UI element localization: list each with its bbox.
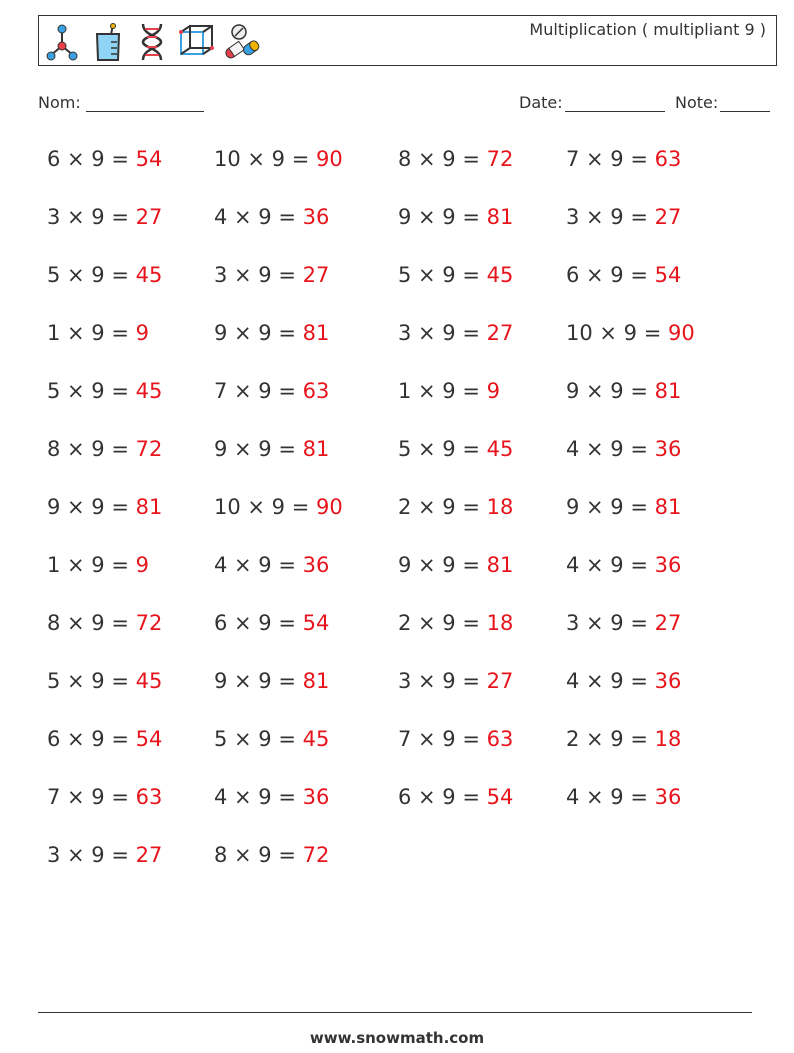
problem-answer: 81 (302, 321, 330, 345)
problem-answer: 81 (486, 553, 514, 577)
problem-item (47, 379, 162, 403)
problem-item (47, 843, 162, 867)
problem-answer: 27 (302, 263, 330, 287)
problem-item (398, 727, 513, 751)
problem-item (398, 611, 513, 635)
problem-answer: 81 (654, 495, 682, 519)
problem-answer: 81 (302, 437, 330, 461)
problem-item (398, 437, 513, 461)
problem-question: 9 × 9 = (566, 495, 655, 519)
problem-question: 3 × 9 = (214, 263, 303, 287)
problem-question: 10 × 9 = (214, 147, 316, 171)
problem-item (214, 437, 329, 461)
molecule-icon (43, 22, 81, 62)
problem-question: 1 × 9 = (47, 321, 136, 345)
beaker-icon (89, 22, 127, 62)
problem-question: 9 × 9 = (398, 205, 487, 229)
problem-answer: 81 (486, 205, 514, 229)
problem-item (214, 785, 329, 809)
problem-question: 7 × 9 = (214, 379, 303, 403)
problem-item (566, 727, 681, 751)
problem-answer: 45 (135, 379, 163, 403)
problem-item (566, 785, 681, 809)
page-title: Multiplication ( multipliant 9 ) (529, 20, 766, 39)
problem-question: 1 × 9 = (47, 553, 136, 577)
problem-item (214, 205, 329, 229)
problem-answer: 81 (654, 379, 682, 403)
problem-question: 5 × 9 = (214, 727, 303, 751)
problem-answer: 27 (654, 205, 682, 229)
problem-item (214, 495, 343, 519)
problem-item (47, 205, 162, 229)
problem-item (398, 785, 513, 809)
problem-answer: 72 (135, 437, 163, 461)
problem-answer: 36 (654, 553, 682, 577)
problem-item (214, 379, 329, 403)
problem-answer: 45 (302, 727, 330, 751)
problem-item (566, 611, 681, 635)
problem-answer: 9 (135, 553, 149, 577)
problem-answer: 18 (486, 495, 514, 519)
problem-question: 2 × 9 = (566, 727, 655, 751)
problem-answer: 27 (135, 205, 163, 229)
problem-answer: 18 (654, 727, 682, 751)
problem-item (47, 785, 162, 809)
problem-answer: 90 (315, 147, 343, 171)
problem-answer: 90 (667, 321, 695, 345)
problem-answer: 72 (486, 147, 514, 171)
dna-icon (133, 22, 171, 62)
problem-item (398, 553, 513, 577)
problem-question: 2 × 9 = (398, 495, 487, 519)
problem-question: 3 × 9 = (47, 843, 136, 867)
problem-answer: 18 (486, 611, 514, 635)
problem-answer: 90 (315, 495, 343, 519)
problem-item (566, 437, 681, 461)
problem-item (398, 669, 513, 693)
problem-question: 10 × 9 = (566, 321, 668, 345)
header-box (38, 15, 777, 66)
problem-answer: 27 (654, 611, 682, 635)
problem-item (566, 263, 681, 287)
problem-item (47, 263, 162, 287)
problem-item (47, 611, 162, 635)
problem-item (398, 263, 513, 287)
problem-item (566, 553, 681, 577)
problem-question: 6 × 9 = (566, 263, 655, 287)
cube-icon (178, 22, 216, 62)
problem-item (214, 553, 329, 577)
problem-item (47, 147, 162, 171)
note-label: Note: (675, 93, 719, 112)
problem-answer: 36 (654, 785, 682, 809)
problem-question: 6 × 9 = (47, 147, 136, 171)
problem-question: 7 × 9 = (566, 147, 655, 171)
problem-item (47, 495, 162, 519)
problem-question: 9 × 9 = (214, 669, 303, 693)
problem-item (47, 553, 149, 577)
problem-item (398, 495, 513, 519)
problem-question: 3 × 9 = (47, 205, 136, 229)
problem-answer: 81 (135, 495, 163, 519)
problem-item (398, 321, 513, 345)
problem-answer: 72 (135, 611, 163, 635)
problem-answer: 72 (302, 843, 330, 867)
problem-question: 7 × 9 = (47, 785, 136, 809)
problem-item (566, 379, 681, 403)
name-blank[interactable] (86, 111, 204, 112)
date-label: Date: (519, 93, 563, 112)
problem-answer: 45 (486, 263, 514, 287)
problem-answer: 9 (486, 379, 500, 403)
problem-item (566, 147, 681, 171)
problem-item (214, 843, 329, 867)
problem-question: 1 × 9 = (398, 379, 487, 403)
problem-question: 10 × 9 = (214, 495, 316, 519)
problem-item (47, 669, 162, 693)
problem-answer: 54 (135, 727, 163, 751)
problem-item (398, 205, 513, 229)
problem-question: 6 × 9 = (398, 785, 487, 809)
problem-answer: 63 (302, 379, 330, 403)
problem-answer: 36 (654, 437, 682, 461)
problem-question: 5 × 9 = (47, 379, 136, 403)
problem-answer: 45 (486, 437, 514, 461)
problem-answer: 45 (135, 669, 163, 693)
date-blank[interactable] (565, 111, 665, 112)
problem-question: 5 × 9 = (398, 263, 487, 287)
problem-answer: 27 (135, 843, 163, 867)
problem-question: 4 × 9 = (566, 785, 655, 809)
problem-item (214, 147, 343, 171)
problem-question: 8 × 9 = (398, 147, 487, 171)
problem-question: 4 × 9 = (566, 669, 655, 693)
problem-item (566, 669, 681, 693)
problem-question: 7 × 9 = (398, 727, 487, 751)
problem-item (566, 495, 681, 519)
problem-answer: 81 (302, 669, 330, 693)
problem-item (566, 205, 681, 229)
problem-question: 6 × 9 = (214, 611, 303, 635)
problem-item (398, 147, 513, 171)
problem-item (214, 263, 329, 287)
problem-question: 2 × 9 = (398, 611, 487, 635)
problem-item (214, 321, 329, 345)
problem-question: 9 × 9 = (214, 437, 303, 461)
footer-url: www.snowmath.com (309, 1029, 485, 1047)
problem-answer: 36 (302, 785, 330, 809)
problem-answer: 27 (486, 669, 514, 693)
problem-question: 3 × 9 = (566, 205, 655, 229)
problem-answer: 54 (654, 263, 682, 287)
problem-answer: 54 (486, 785, 514, 809)
problem-item (214, 727, 329, 751)
problem-question: 4 × 9 = (566, 437, 655, 461)
problem-item (47, 321, 149, 345)
problem-answer: 9 (135, 321, 149, 345)
problem-question: 6 × 9 = (47, 727, 136, 751)
problem-question: 5 × 9 = (47, 263, 136, 287)
problem-answer: 36 (654, 669, 682, 693)
problem-answer: 63 (486, 727, 514, 751)
problem-answer: 54 (302, 611, 330, 635)
problem-question: 8 × 9 = (47, 437, 136, 461)
problem-item (214, 669, 329, 693)
problem-question: 5 × 9 = (47, 669, 136, 693)
pills-icon (223, 22, 261, 62)
problem-answer: 45 (135, 263, 163, 287)
problem-question: 3 × 9 = (566, 611, 655, 635)
problem-answer: 27 (486, 321, 514, 345)
problem-question: 3 × 9 = (398, 669, 487, 693)
problem-question: 5 × 9 = (398, 437, 487, 461)
problem-question: 4 × 9 = (214, 785, 303, 809)
problem-answer: 63 (135, 785, 163, 809)
problem-item (47, 727, 162, 751)
problem-question: 9 × 9 = (214, 321, 303, 345)
problem-question: 3 × 9 = (398, 321, 487, 345)
problem-question: 8 × 9 = (47, 611, 136, 635)
problem-question: 9 × 9 = (47, 495, 136, 519)
problem-question: 4 × 9 = (214, 553, 303, 577)
note-blank[interactable] (720, 111, 770, 112)
problem-item (47, 437, 162, 461)
name-label: Nom: (38, 93, 81, 112)
problem-question: 8 × 9 = (214, 843, 303, 867)
problem-question: 9 × 9 = (398, 553, 487, 577)
problem-question: 4 × 9 = (214, 205, 303, 229)
problem-item (566, 321, 695, 345)
problem-item (214, 611, 329, 635)
problem-answer: 36 (302, 553, 330, 577)
problem-answer: 54 (135, 147, 163, 171)
problem-question: 9 × 9 = (566, 379, 655, 403)
problem-answer: 63 (654, 147, 682, 171)
footer-divider (38, 1012, 752, 1013)
problem-answer: 36 (302, 205, 330, 229)
problem-item (398, 379, 500, 403)
problem-question: 4 × 9 = (566, 553, 655, 577)
